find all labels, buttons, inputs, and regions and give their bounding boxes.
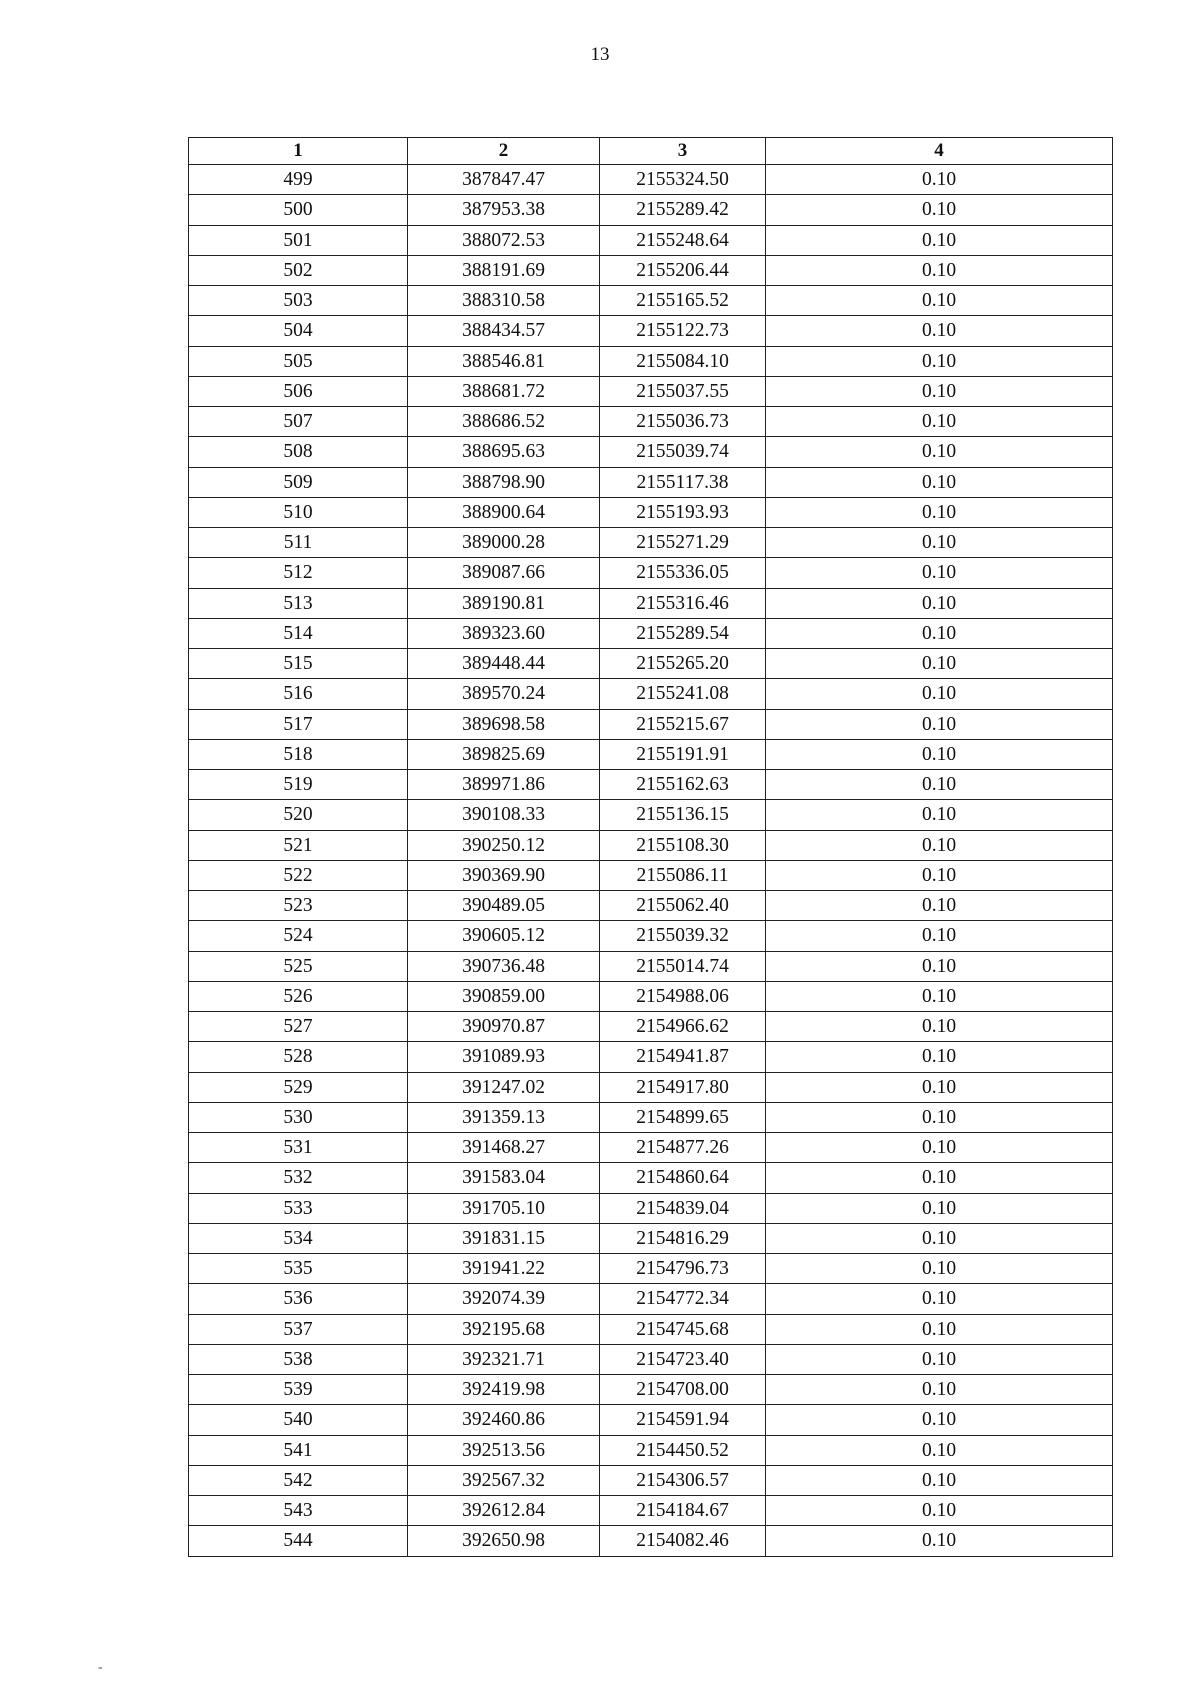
cell-coordinate-y: 2155289.54: [600, 618, 766, 648]
cell-coordinate-y: 2155206.44: [600, 255, 766, 285]
cell-coordinate-x: 391705.10: [408, 1193, 600, 1223]
cell-coordinate-x: 390736.48: [408, 951, 600, 981]
cell-value: 0.10: [766, 497, 1113, 527]
cell-coordinate-y: 2154591.94: [600, 1405, 766, 1435]
cell-value: 0.10: [766, 679, 1113, 709]
table-row: [189, 558, 1113, 588]
cell-coordinate-y: 2155316.46: [600, 588, 766, 618]
cell-point-number: 541: [189, 1435, 408, 1465]
table-row: [189, 739, 1113, 769]
cell-coordinate-x: 388191.69: [408, 255, 600, 285]
table-row: [189, 1526, 1113, 1556]
cell-point-number: 535: [189, 1254, 408, 1284]
cell-coordinate-y: 2155191.91: [600, 739, 766, 769]
cell-coordinate-x: 391583.04: [408, 1163, 600, 1193]
cell-coordinate-y: 2154184.67: [600, 1496, 766, 1526]
cell-value: 0.10: [766, 1344, 1113, 1374]
cell-point-number: 519: [189, 770, 408, 800]
cell-point-number: 544: [189, 1526, 408, 1556]
cell-coordinate-y: 2154745.68: [600, 1314, 766, 1344]
cell-value: 0.10: [766, 346, 1113, 376]
cell-point-number: 518: [189, 739, 408, 769]
table-body: [189, 165, 1113, 1557]
cell-value: 0.10: [766, 195, 1113, 225]
cell-coordinate-x: 389000.28: [408, 528, 600, 558]
cell-point-number: 523: [189, 891, 408, 921]
table-row: [189, 1102, 1113, 1132]
cell-coordinate-x: 391468.27: [408, 1133, 600, 1163]
cell-coordinate-x: 387953.38: [408, 195, 600, 225]
cell-coordinate-x: 388434.57: [408, 316, 600, 346]
cell-coordinate-y: 2155336.05: [600, 558, 766, 588]
cell-coordinate-x: 392321.71: [408, 1344, 600, 1374]
cell-value: 0.10: [766, 1012, 1113, 1042]
cell-coordinate-x: 388798.90: [408, 467, 600, 497]
cell-coordinate-y: 2155039.32: [600, 921, 766, 951]
cell-coordinate-y: 2155122.73: [600, 316, 766, 346]
cell-coordinate-y: 2155037.55: [600, 376, 766, 406]
cell-point-number: 538: [189, 1344, 408, 1374]
cell-point-number: 540: [189, 1405, 408, 1435]
cell-point-number: 516: [189, 679, 408, 709]
table-row: [189, 709, 1113, 739]
cell-value: 0.10: [766, 891, 1113, 921]
cell-coordinate-x: 391831.15: [408, 1223, 600, 1253]
cell-coordinate-y: 2154917.80: [600, 1072, 766, 1102]
cell-point-number: 533: [189, 1193, 408, 1223]
cell-value: 0.10: [766, 255, 1113, 285]
cell-coordinate-y: 2154723.40: [600, 1344, 766, 1374]
cell-coordinate-x: 389698.58: [408, 709, 600, 739]
cell-coordinate-y: 2154860.64: [600, 1163, 766, 1193]
cell-coordinate-x: 388310.58: [408, 286, 600, 316]
table-row: [189, 1435, 1113, 1465]
cell-point-number: 510: [189, 497, 408, 527]
table-row: [189, 346, 1113, 376]
cell-coordinate-y: 2155084.10: [600, 346, 766, 376]
cell-point-number: 501: [189, 225, 408, 255]
table-row: [189, 255, 1113, 285]
cell-coordinate-x: 392650.98: [408, 1526, 600, 1556]
cell-coordinate-x: 390970.87: [408, 1012, 600, 1042]
cell-coordinate-y: 2154708.00: [600, 1375, 766, 1405]
cell-coordinate-y: 2155117.38: [600, 467, 766, 497]
table-row: [189, 165, 1113, 195]
cell-coordinate-y: 2155162.63: [600, 770, 766, 800]
table-row: [189, 800, 1113, 830]
cell-coordinate-x: 391359.13: [408, 1102, 600, 1132]
cell-value: 0.10: [766, 1314, 1113, 1344]
cell-value: 0.10: [766, 437, 1113, 467]
table-row: [189, 376, 1113, 406]
cell-value: 0.10: [766, 649, 1113, 679]
cell-coordinate-x: 388546.81: [408, 346, 600, 376]
cell-point-number: 504: [189, 316, 408, 346]
table-row: [189, 770, 1113, 800]
cell-coordinate-x: 391941.22: [408, 1254, 600, 1284]
cell-point-number: 525: [189, 951, 408, 981]
cell-value: 0.10: [766, 709, 1113, 739]
table-row: [189, 1344, 1113, 1374]
cell-coordinate-y: 2155108.30: [600, 830, 766, 860]
cell-value: 0.10: [766, 286, 1113, 316]
table-row: [189, 1314, 1113, 1344]
cell-coordinate-x: 390859.00: [408, 981, 600, 1011]
cell-point-number: 499: [189, 165, 408, 195]
cell-value: 0.10: [766, 1072, 1113, 1102]
cell-value: 0.10: [766, 1435, 1113, 1465]
cell-point-number: 530: [189, 1102, 408, 1132]
table-row: [189, 225, 1113, 255]
cell-point-number: 521: [189, 830, 408, 860]
cell-coordinate-x: 389825.69: [408, 739, 600, 769]
cell-point-number: 522: [189, 860, 408, 890]
column-header-4: 4: [766, 138, 1113, 165]
cell-coordinate-y: 2154082.46: [600, 1526, 766, 1556]
cell-coordinate-y: 2155248.64: [600, 225, 766, 255]
cell-coordinate-x: 388695.63: [408, 437, 600, 467]
cell-coordinate-x: 390489.05: [408, 891, 600, 921]
cell-value: 0.10: [766, 951, 1113, 981]
cell-coordinate-y: 2155265.20: [600, 649, 766, 679]
table-row: [189, 497, 1113, 527]
cell-coordinate-y: 2155036.73: [600, 407, 766, 437]
cell-point-number: 536: [189, 1284, 408, 1314]
table-row: [189, 1465, 1113, 1495]
cell-coordinate-y: 2154839.04: [600, 1193, 766, 1223]
cell-coordinate-y: 2155039.74: [600, 437, 766, 467]
table-row: [189, 467, 1113, 497]
cell-value: 0.10: [766, 1042, 1113, 1072]
cell-value: 0.10: [766, 407, 1113, 437]
cell-point-number: 512: [189, 558, 408, 588]
cell-value: 0.10: [766, 165, 1113, 195]
cell-point-number: 542: [189, 1465, 408, 1495]
cell-value: 0.10: [766, 1223, 1113, 1253]
table-row: [189, 588, 1113, 618]
table-row: [189, 830, 1113, 860]
cell-coordinate-y: 2155086.11: [600, 860, 766, 890]
cell-value: 0.10: [766, 860, 1113, 890]
cell-coordinate-x: 390605.12: [408, 921, 600, 951]
cell-coordinate-y: 2154306.57: [600, 1465, 766, 1495]
table-row: [189, 1254, 1113, 1284]
cell-coordinate-x: 392460.86: [408, 1405, 600, 1435]
cell-coordinate-x: 389448.44: [408, 649, 600, 679]
cell-coordinate-x: 389087.66: [408, 558, 600, 588]
cell-coordinate-y: 2155136.15: [600, 800, 766, 830]
cell-coordinate-x: 392074.39: [408, 1284, 600, 1314]
table-header-row: [189, 138, 1113, 165]
cell-point-number: 527: [189, 1012, 408, 1042]
cell-value: 0.10: [766, 558, 1113, 588]
cell-coordinate-y: 2154966.62: [600, 1012, 766, 1042]
cell-point-number: 529: [189, 1072, 408, 1102]
table-row: [189, 1163, 1113, 1193]
cell-coordinate-x: 392612.84: [408, 1496, 600, 1526]
table-row: [189, 1042, 1113, 1072]
cell-value: 0.10: [766, 1496, 1113, 1526]
cell-value: 0.10: [766, 800, 1113, 830]
cell-coordinate-x: 391089.93: [408, 1042, 600, 1072]
cell-coordinate-x: 388072.53: [408, 225, 600, 255]
table-row: [189, 1072, 1113, 1102]
cell-value: 0.10: [766, 1193, 1113, 1223]
cell-coordinate-x: 392419.98: [408, 1375, 600, 1405]
cell-point-number: 514: [189, 618, 408, 648]
cell-coordinate-x: 391247.02: [408, 1072, 600, 1102]
cell-coordinate-y: 2155289.42: [600, 195, 766, 225]
cell-value: 0.10: [766, 1405, 1113, 1435]
cell-point-number: 531: [189, 1133, 408, 1163]
cell-point-number: 524: [189, 921, 408, 951]
cell-point-number: 503: [189, 286, 408, 316]
cell-value: 0.10: [766, 1375, 1113, 1405]
cell-value: 0.10: [766, 770, 1113, 800]
cell-value: 0.10: [766, 467, 1113, 497]
cell-coordinate-x: 388686.52: [408, 407, 600, 437]
cell-value: 0.10: [766, 528, 1113, 558]
cell-coordinate-x: 387847.47: [408, 165, 600, 195]
cell-coordinate-x: 389570.24: [408, 679, 600, 709]
cell-coordinate-y: 2154941.87: [600, 1042, 766, 1072]
cell-coordinate-y: 2154796.73: [600, 1254, 766, 1284]
table-row: [189, 195, 1113, 225]
table-row: [189, 618, 1113, 648]
cell-value: 0.10: [766, 921, 1113, 951]
cell-value: 0.10: [766, 316, 1113, 346]
table-row: [189, 1284, 1113, 1314]
cell-coordinate-x: 389190.81: [408, 588, 600, 618]
cell-coordinate-y: 2155324.50: [600, 165, 766, 195]
cell-point-number: 500: [189, 195, 408, 225]
table-row: [189, 1496, 1113, 1526]
cell-point-number: 526: [189, 981, 408, 1011]
cell-coordinate-y: 2155271.29: [600, 528, 766, 558]
cell-coordinate-y: 2154816.29: [600, 1223, 766, 1253]
cell-point-number: 502: [189, 255, 408, 285]
cell-coordinate-y: 2154899.65: [600, 1102, 766, 1132]
cell-point-number: 507: [189, 407, 408, 437]
column-header-1: 1: [189, 138, 408, 165]
cell-value: 0.10: [766, 1102, 1113, 1132]
cell-point-number: 537: [189, 1314, 408, 1344]
cell-coordinate-y: 2154877.26: [600, 1133, 766, 1163]
table-row: [189, 649, 1113, 679]
stray-mark: -: [98, 1660, 103, 1675]
cell-value: 0.10: [766, 225, 1113, 255]
cell-point-number: 534: [189, 1223, 408, 1253]
table-row: [189, 679, 1113, 709]
cell-coordinate-y: 2155165.52: [600, 286, 766, 316]
cell-coordinate-x: 392567.32: [408, 1465, 600, 1495]
cell-value: 0.10: [766, 588, 1113, 618]
table-row: [189, 437, 1113, 467]
cell-coordinate-y: 2155014.74: [600, 951, 766, 981]
table-row: [189, 286, 1113, 316]
cell-coordinate-y: 2155215.67: [600, 709, 766, 739]
cell-value: 0.10: [766, 739, 1113, 769]
table-row: [189, 316, 1113, 346]
cell-point-number: 513: [189, 588, 408, 618]
table-row: [189, 891, 1113, 921]
cell-value: 0.10: [766, 1284, 1113, 1314]
coordinates-table: [188, 137, 1113, 1557]
page-number: 13: [590, 44, 610, 65]
cell-coordinate-y: 2154450.52: [600, 1435, 766, 1465]
cell-value: 0.10: [766, 1133, 1113, 1163]
cell-point-number: 508: [189, 437, 408, 467]
table-row: [189, 1133, 1113, 1163]
cell-coordinate-x: 392513.56: [408, 1435, 600, 1465]
table-row: [189, 981, 1113, 1011]
cell-value: 0.10: [766, 1465, 1113, 1495]
cell-value: 0.10: [766, 1254, 1113, 1284]
table-row: [189, 1012, 1113, 1042]
cell-coordinate-y: 2155062.40: [600, 891, 766, 921]
cell-point-number: 532: [189, 1163, 408, 1193]
table-row: [189, 1375, 1113, 1405]
cell-coordinate-x: 389323.60: [408, 618, 600, 648]
cell-point-number: 506: [189, 376, 408, 406]
cell-coordinate-x: 390369.90: [408, 860, 600, 890]
cell-value: 0.10: [766, 830, 1113, 860]
cell-coordinate-x: 390108.33: [408, 800, 600, 830]
cell-coordinate-x: 390250.12: [408, 830, 600, 860]
table-row: [189, 1405, 1113, 1435]
column-header-2: 2: [408, 138, 600, 165]
cell-coordinate-y: 2154988.06: [600, 981, 766, 1011]
table-row: [189, 528, 1113, 558]
cell-value: 0.10: [766, 376, 1113, 406]
cell-point-number: 539: [189, 1375, 408, 1405]
table-row: [189, 951, 1113, 981]
cell-coordinate-y: 2154772.34: [600, 1284, 766, 1314]
cell-point-number: 511: [189, 528, 408, 558]
cell-point-number: 517: [189, 709, 408, 739]
table-row: [189, 921, 1113, 951]
cell-value: 0.10: [766, 1163, 1113, 1193]
cell-point-number: 505: [189, 346, 408, 376]
cell-point-number: 515: [189, 649, 408, 679]
cell-coordinate-x: 392195.68: [408, 1314, 600, 1344]
cell-point-number: 520: [189, 800, 408, 830]
table-row: [189, 1193, 1113, 1223]
column-header-3: 3: [600, 138, 766, 165]
cell-point-number: 509: [189, 467, 408, 497]
cell-value: 0.10: [766, 618, 1113, 648]
cell-point-number: 543: [189, 1496, 408, 1526]
cell-coordinate-x: 388681.72: [408, 376, 600, 406]
table-row: [189, 860, 1113, 890]
cell-coordinate-x: 388900.64: [408, 497, 600, 527]
cell-coordinate-x: 389971.86: [408, 770, 600, 800]
table-row: [189, 407, 1113, 437]
cell-value: 0.10: [766, 1526, 1113, 1556]
cell-point-number: 528: [189, 1042, 408, 1072]
cell-value: 0.10: [766, 981, 1113, 1011]
cell-coordinate-y: 2155193.93: [600, 497, 766, 527]
table-row: [189, 1223, 1113, 1253]
cell-coordinate-y: 2155241.08: [600, 679, 766, 709]
